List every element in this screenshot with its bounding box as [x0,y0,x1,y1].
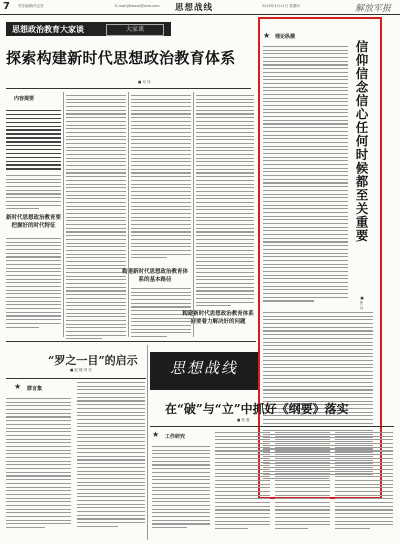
star-icon: ★ [263,31,271,40]
essay-column-label: 理论纵横 [275,34,296,40]
lower-left-text-col-1 [6,398,71,531]
column-label-qunyanji: 群言集 [27,386,43,392]
lower-right-text-col-4 [335,432,393,532]
lower-left-headline: “罗之一目”的启示 [48,354,138,367]
essay-title: 信仰信念信心任何时候都至关重要 [354,40,369,243]
column-banner-tag: 大家谈 [106,24,164,36]
main-article-byline: ■ 吴 伟 [138,80,151,84]
calligraphy-text: 思想战线 [170,359,239,377]
lower-right-text-col-3 [275,432,330,532]
editor-credit: 责任编辑/许志坚 [18,4,44,8]
subhead-1: 新时代思想政治教育要把握好的时代特征 [6,215,62,229]
subhead-2: 构建新时代思想政治教育体系的基本路径 [121,269,188,283]
column-divider [128,92,129,337]
star-icon: ★ [152,430,160,439]
article-text-col-1b [6,238,61,330]
lower-right-text-col-2 [215,432,270,532]
lower-left-text-col-2 [77,382,145,530]
article-text-col-4 [196,95,254,309]
column-divider [193,92,194,337]
column-divider [147,345,148,540]
article-text-col-1 [6,175,61,212]
page-number: 7 [3,1,10,12]
article-text-col-2 [66,95,126,342]
paper-logo: 解放军报 [355,4,392,14]
intro-text [6,110,61,172]
lower-right-rule [150,426,394,427]
lower-right-byline: ■ 张 强 [237,418,250,422]
essay-author: ■ 张 兵 [360,296,364,310]
lower-right-text-col-1 [152,446,210,531]
essay-text-upper [263,46,348,304]
column-banner-title: 思想政治教育大家谈 [12,25,84,34]
column-label-gongzuoyanjiu: 工作研究 [165,434,186,440]
title-rule [6,88,251,89]
intro-label: 内容提要 [14,96,35,102]
subhead-3: 构建新时代思想政治教育体系需要着力解决好的问题 [182,311,254,325]
column-divider [63,92,64,337]
section-title: 思想战线 [175,3,214,13]
lower-left-byline: ■ 赵 娜 刘 亮 [70,368,92,372]
lower-left-rule [6,378,146,379]
editor-email: E-mail:jfjbsxzx@sina.com [115,4,160,8]
page-header [0,0,400,15]
article-text-col-3 [131,95,191,261]
main-article-title: 探索构建新时代思想政治教育体系 [6,49,236,67]
lower-right-headline: 在“破”与“立”中抓好《纲要》落实 [165,402,349,416]
star-icon: ★ [14,382,22,391]
section-rule [6,341,256,342]
issue-date: 2019年4月11日 星期四 [262,4,300,8]
